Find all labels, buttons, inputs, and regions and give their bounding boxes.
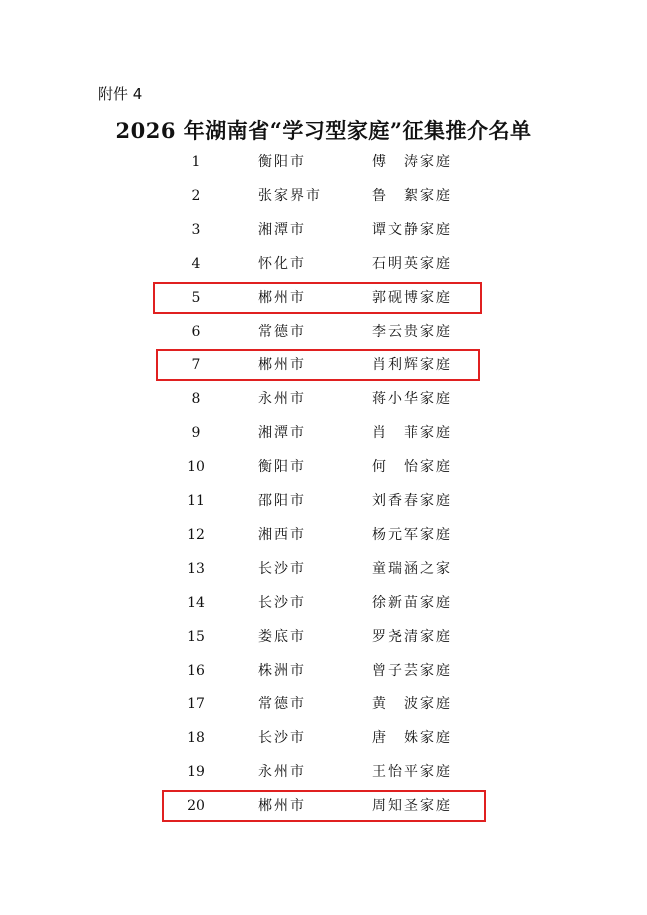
row-city: 长沙市: [258, 594, 306, 611]
row-city: 长沙市: [258, 560, 306, 577]
row-family: 谭文静家庭: [372, 221, 452, 238]
attachment-label: 附件 4: [98, 85, 143, 103]
row-number: 4: [191, 255, 201, 272]
list-row: [0, 726, 647, 750]
row-family: 徐新苗家庭: [372, 594, 452, 611]
list-row: [0, 455, 647, 479]
row-number: 2: [191, 187, 201, 204]
row-family: 黄 波家庭: [372, 696, 452, 713]
row-number: 3: [191, 221, 201, 238]
row-family: 傅 涛家庭: [372, 154, 452, 170]
document-title: 2026 年湖南省“学习型家庭”征集推介名单: [115, 118, 532, 143]
row-city: 衡阳市: [258, 459, 306, 476]
row-city: 长沙市: [258, 730, 306, 747]
row-family: 童瑞涵之家: [372, 560, 452, 577]
row-city: 湘西市: [258, 526, 306, 543]
row-family: 石明英家庭: [372, 255, 452, 272]
row-number: 18: [187, 730, 205, 747]
row-city: 常德市: [258, 323, 306, 340]
list-row: [0, 557, 647, 581]
row-number: 20: [187, 798, 205, 815]
row-family: 鲁 絮家庭: [372, 187, 452, 204]
row-number: 5: [191, 289, 201, 306]
row-family: 肖利辉家庭: [372, 357, 452, 374]
row-city: 娄底市: [258, 628, 306, 645]
row-number: 1: [191, 154, 201, 170]
list-row: [0, 523, 647, 547]
row-number: 7: [191, 357, 201, 374]
list-row: [0, 421, 647, 445]
list-row: [0, 760, 647, 784]
row-family: 曾子芸家庭: [372, 662, 452, 679]
row-city: 郴州市: [258, 798, 306, 815]
row-number: 17: [187, 696, 205, 713]
row-number: 14: [187, 594, 205, 611]
highlight-box: [162, 790, 486, 822]
row-number: 12: [187, 526, 205, 543]
row-number: 16: [187, 662, 205, 679]
row-family: 肖 菲家庭: [372, 425, 452, 442]
row-number: 8: [191, 391, 201, 408]
row-number: 13: [187, 560, 205, 577]
row-number: 15: [187, 628, 205, 645]
row-family: 李云贵家庭: [372, 323, 452, 340]
row-number: 11: [187, 493, 205, 509]
row-city: 衡阳市: [258, 154, 306, 170]
row-city: 湘潭市: [258, 221, 306, 238]
list-row: [0, 659, 647, 683]
row-city: 邵阳市: [258, 493, 306, 509]
list-row: [0, 692, 647, 716]
row-family: 唐 姝家庭: [372, 730, 452, 747]
row-city: 永州市: [258, 391, 306, 408]
highlight-box: [153, 282, 482, 314]
list-row: [0, 625, 647, 649]
row-family: 王怡平家庭: [372, 764, 452, 781]
list-row: [0, 489, 647, 513]
highlight-box: [156, 349, 480, 381]
row-family: 杨元军家庭: [372, 526, 452, 543]
row-family: 郭砚博家庭: [372, 289, 452, 306]
row-city: 湘潭市: [258, 425, 306, 442]
row-city: 株洲市: [258, 662, 306, 679]
row-city: 张家界市: [258, 187, 322, 204]
row-city: 永州市: [258, 764, 306, 781]
row-city: 郴州市: [258, 289, 306, 306]
list-row: [0, 591, 647, 615]
row-family: 罗尧清家庭: [372, 628, 452, 645]
row-number: 10: [187, 459, 205, 476]
row-family: 刘香春家庭: [372, 493, 452, 509]
row-family: 周知圣家庭: [372, 798, 452, 815]
list-row: [0, 218, 647, 242]
row-city: 常德市: [258, 696, 306, 713]
row-number: 9: [191, 425, 201, 442]
row-family: 何 怡家庭: [372, 459, 452, 476]
list-row: [0, 387, 647, 411]
row-family: 蒋小华家庭: [372, 391, 452, 408]
row-city: 郴州市: [258, 357, 306, 374]
list-row: [0, 184, 647, 208]
row-number: 19: [187, 764, 205, 781]
list-row: [0, 320, 647, 344]
list-row: [0, 150, 647, 174]
list-row: [0, 252, 647, 276]
row-city: 怀化市: [258, 255, 306, 272]
row-number: 6: [191, 323, 201, 340]
